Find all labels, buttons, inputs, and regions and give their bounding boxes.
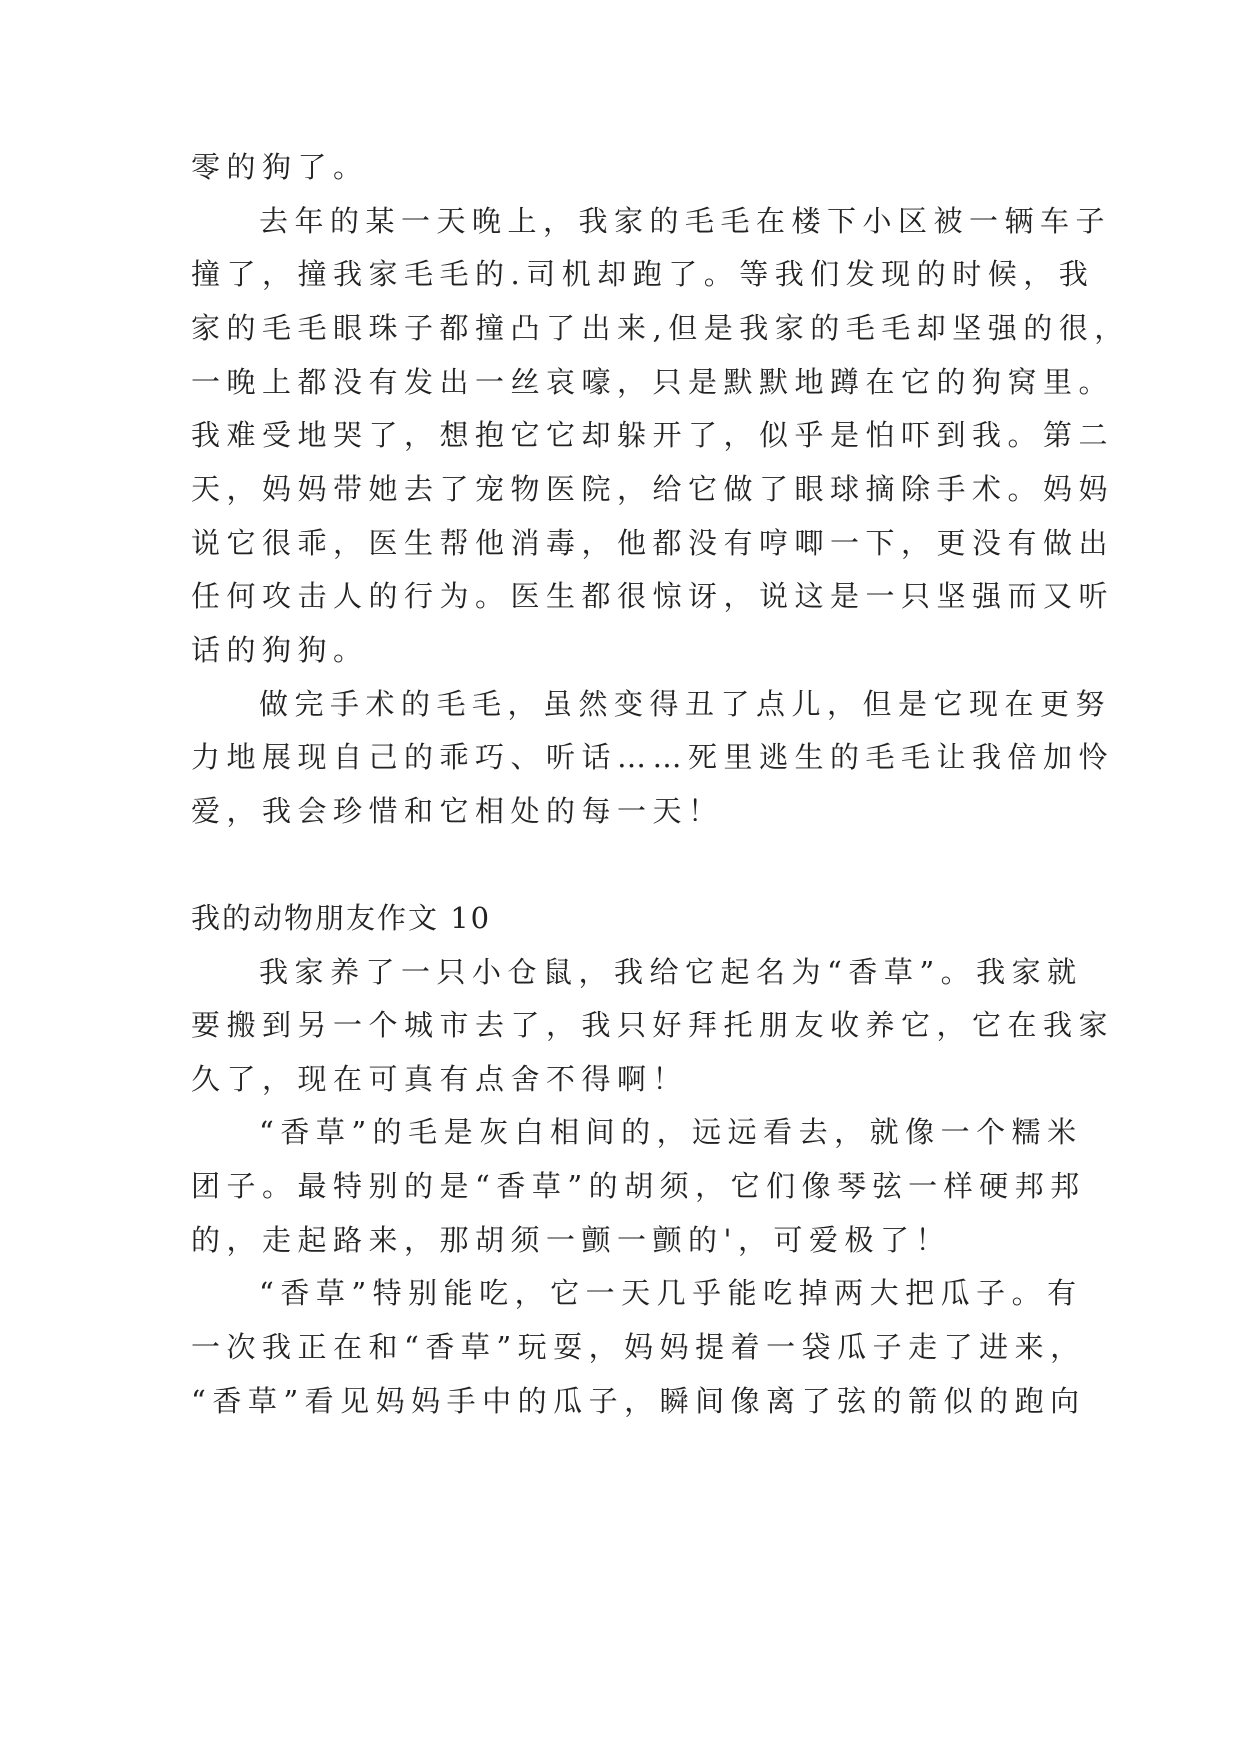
text-line: 任何攻击人的行为。医生都很惊讶，说这是一只坚强而又听 bbox=[191, 579, 1115, 613]
text-line: 说它很乖，医生帮他消毒，他都没有哼唧一下，更没有做出 bbox=[191, 526, 1115, 560]
text-line: 力地展现自己的乖巧、听话……死里逃生的毛毛让我倍加怜 bbox=[191, 740, 1115, 774]
text-line: 爱，我会珍惜和它相处的每一天！ bbox=[191, 794, 724, 828]
text-line: 的，走起路来，那胡须一颤一颤的'，可爱极了！ bbox=[191, 1223, 951, 1257]
text-line: 我难受地哭了，想抱它它却躲开了，似乎是怕吓到我。第二 bbox=[191, 418, 1115, 452]
text-line: 久了，现在可真有点舍不得啊！ bbox=[191, 1062, 689, 1096]
text-line: 家的毛毛眼珠子都撞凸了出来,但是我家的毛毛却坚强的很， bbox=[191, 311, 1130, 345]
text-line: “香草”的毛是灰白相间的，远远看去，就像一个糯米 bbox=[259, 1115, 1083, 1149]
text-line: 要搬到另一个城市去了，我只好拜托朋友收养它，它在我家 bbox=[191, 1008, 1115, 1042]
text-line: 零的狗了。 bbox=[191, 150, 369, 184]
text-line: 撞了，撞我家毛毛的.司机却跑了。等我们发现的时候，我 bbox=[191, 257, 1095, 291]
text-line: 做完手术的毛毛，虽然变得丑了点儿，但是它现在更努 bbox=[259, 687, 1112, 721]
text-line: 话的狗狗。 bbox=[191, 633, 369, 667]
text-line: “香草”特别能吃，它一天几乎能吃掉两大把瓜子。有 bbox=[259, 1276, 1083, 1310]
section-title: 我的动物朋友作文 10 bbox=[191, 901, 492, 935]
text-line: 天，妈妈带她去了宠物医院，给它做了眼球摘除手术。妈妈 bbox=[191, 472, 1115, 506]
text-line: 团子。最特别的是“香草”的胡须，它们像琴弦一样硬邦邦 bbox=[191, 1169, 1086, 1203]
text-line: 去年的某一天晚上，我家的毛毛在楼下小区被一辆车子 bbox=[259, 204, 1112, 238]
text-line: 我家养了一只小仓鼠，我给它起名为“香草”。我家就 bbox=[259, 955, 1083, 989]
text-line: 一晚上都没有发出一丝哀嚎，只是默默地蹲在它的狗窝里。 bbox=[191, 365, 1115, 399]
text-line: “香草”看见妈妈手中的瓜子，瞬间像离了弦的箭似的跑向 bbox=[191, 1384, 1086, 1418]
text-line: 一次我正在和“香草”玩耍，妈妈提着一袋瓜子走了进来， bbox=[191, 1330, 1086, 1364]
